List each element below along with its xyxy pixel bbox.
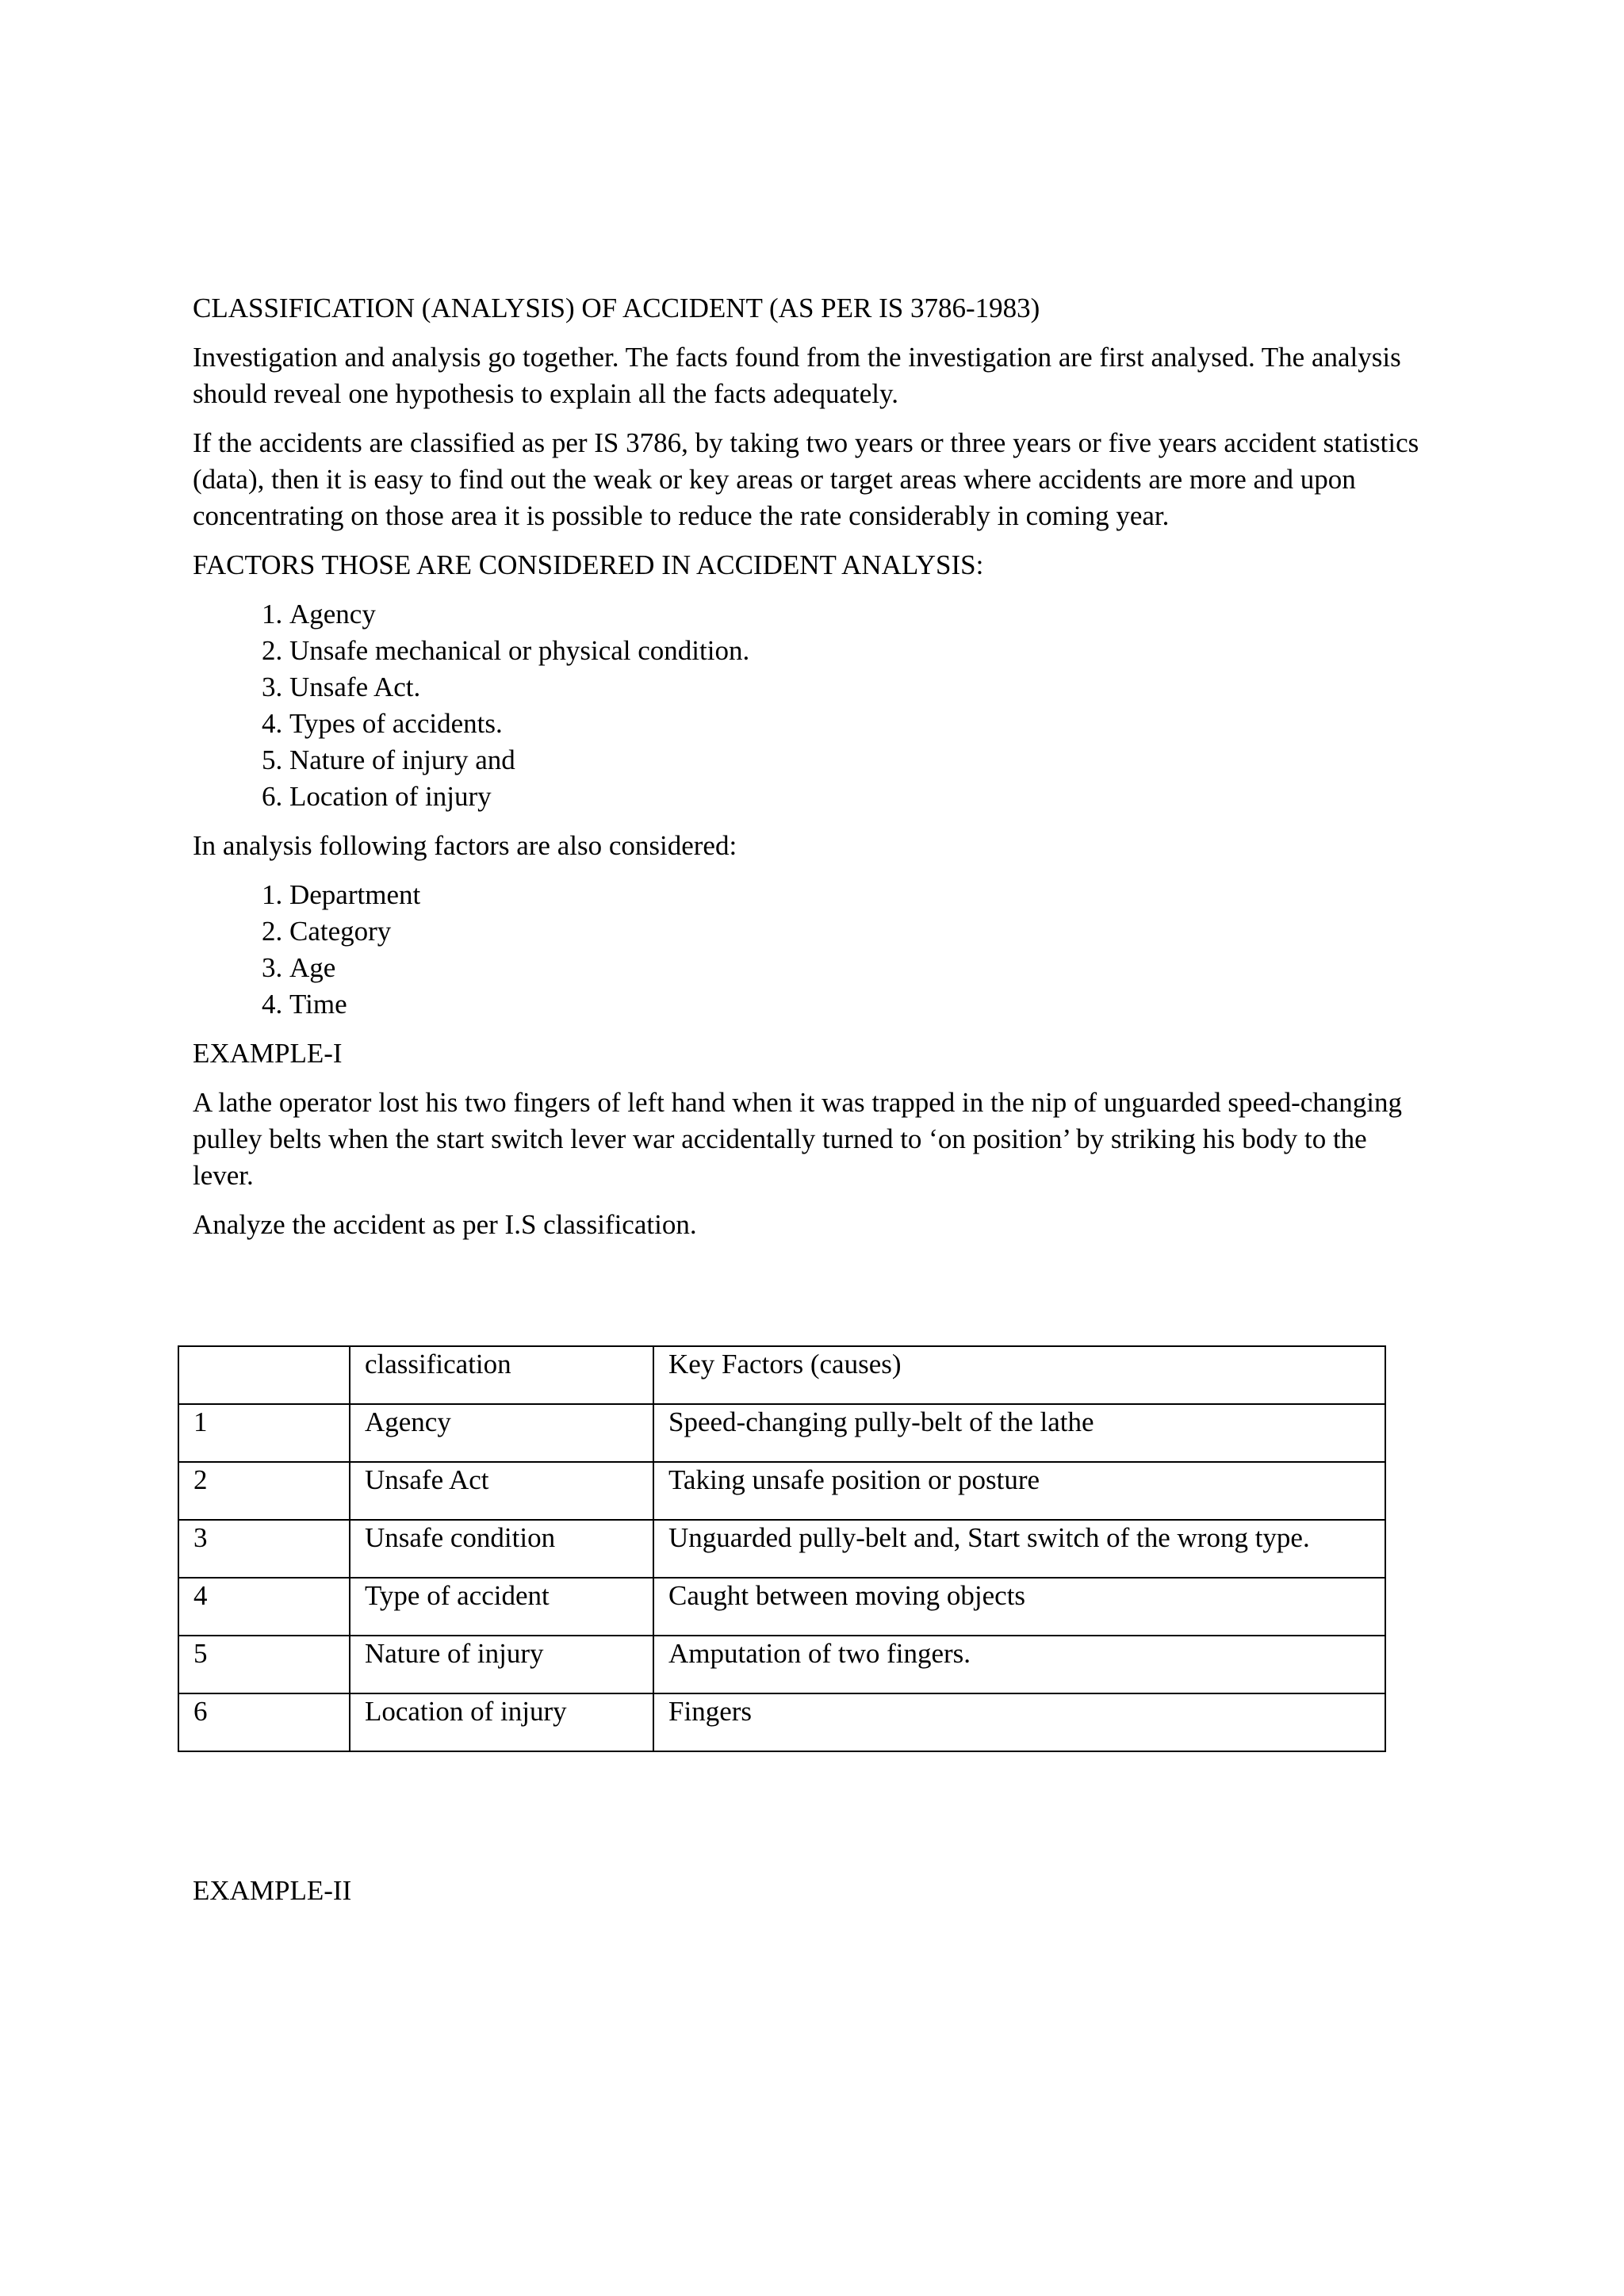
table-cell: Fingers [653, 1693, 1385, 1751]
factor-item: 6. Location of injury [289, 779, 1430, 815]
also-factor-item: 1. Department [289, 877, 1430, 913]
factor-item: 3. Unsafe Act. [289, 669, 1430, 706]
factor-item: 5. Nature of injury and [289, 742, 1430, 779]
paragraph-classification: If the accidents are classified as per IS 3786, by taking two years or three years or five years accident statistics (data), then it is easy to find out the weak or key areas or target areas where accidents are more and upon concentrating on those area it is possible to reduce the rate considerably in coming year. [193, 427, 1419, 531]
table-cell: 3 [178, 1520, 350, 1578]
example1-task: Analyze the accident as per I.S classification. [193, 1209, 697, 1240]
table-cell: 6 [178, 1693, 350, 1751]
factors-heading: FACTORS THOSE ARE CONSIDERED IN ACCIDENT ANALYSIS: [193, 549, 984, 580]
factors-list [193, 596, 1430, 815]
table-cell: 1 [178, 1404, 350, 1462]
table-row [178, 1636, 1385, 1693]
table-cell: Speed-changing pully-belt of the lathe [653, 1404, 1385, 1462]
example1-heading: EXAMPLE-I [193, 1038, 343, 1069]
table-cell: Agency [350, 1404, 653, 1462]
table-row [178, 1520, 1385, 1578]
factor-item: 4. Types of accidents. [289, 706, 1430, 742]
also-factor-item: 4. Time [289, 986, 1430, 1023]
classification-table-wrap [178, 1345, 1386, 1752]
table-cell: Unsafe condition [350, 1520, 653, 1578]
table-cell: Key Factors (causes) [653, 1346, 1385, 1404]
table-cell: Nature of injury [350, 1636, 653, 1693]
paragraph-investigation: Investigation and analysis go together. The facts found from the investigation are first analysed. The analysis should reveal one hypothesis to explain all the facts adequately. [193, 342, 1401, 409]
table-cell: Caught between moving objects [653, 1578, 1385, 1636]
classification-table [178, 1345, 1386, 1752]
table-cell: Unguarded pully-belt and, Start switch of the wrong type. [653, 1520, 1385, 1578]
table-row [178, 1578, 1385, 1636]
table-row [178, 1462, 1385, 1520]
table-row [178, 1693, 1385, 1751]
table-cell: 2 [178, 1462, 350, 1520]
table-cell: Taking unsafe position or posture [653, 1462, 1385, 1520]
example2-heading: EXAMPLE-II [193, 1875, 352, 1906]
also-factor-item: 2. Category [289, 913, 1430, 950]
factor-item: 2. Unsafe mechanical or physical condition. [289, 633, 1430, 669]
table-cell: 5 [178, 1636, 350, 1693]
example1-text: A lathe operator lost his two fingers of left hand when it was trapped in the nip of unguarded speed-changing pulley belts when the start switch lever war accidentally turned to ‘on position’ by striking his body to the lever. [193, 1087, 1403, 1191]
table-header-row [178, 1346, 1385, 1404]
table-cell: Location of injury [350, 1693, 653, 1751]
table-cell: 4 [178, 1578, 350, 1636]
factor-item: 1. Agency [289, 596, 1430, 633]
also-factor-item: 3. Age [289, 950, 1430, 986]
also-considered-list [193, 877, 1430, 1023]
table-cell: classification [350, 1346, 653, 1404]
document-body [193, 290, 1430, 1256]
document-title: CLASSIFICATION (ANALYSIS) OF ACCIDENT (AS PER IS 3786-1983) [193, 293, 1040, 323]
table-cell: Amputation of two fingers. [653, 1636, 1385, 1693]
table-row [178, 1404, 1385, 1462]
table-cell [178, 1346, 350, 1404]
table-cell: Type of accident [350, 1578, 653, 1636]
table-cell: Unsafe Act [350, 1462, 653, 1520]
also-considered-heading: In analysis following factors are also considered: [193, 830, 737, 861]
